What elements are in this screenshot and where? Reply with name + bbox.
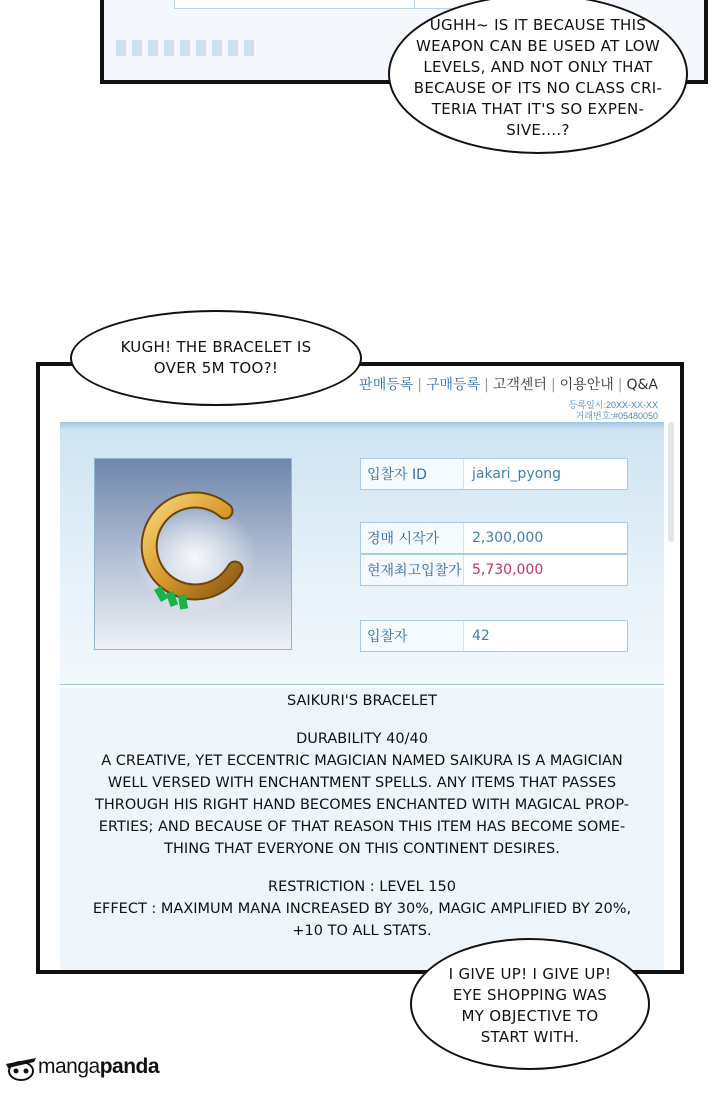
speech-bubble-top-text: UGHH~ IS IT BECAUSE THIS WEAPON CAN BE USED AT LOW LEVELS, AND NOT ONLY THAT BECAUSE OF ITS NO CLASS CRI- TERIA THAT IT'S SO EXPEN- SIVE....? — [413, 16, 663, 139]
trade-number: 거래번호:#05480050 — [575, 411, 658, 421]
bidders-field — [360, 620, 628, 652]
scrollbar[interactable] — [668, 422, 674, 542]
start-price-label: 경매 시작가 — [361, 523, 464, 553]
start-price-field — [360, 522, 628, 554]
speech-bubble-middle-text: KUGH! THE BRACELET IS OVER 5M TOO?! — [120, 338, 312, 377]
bidders-value: 42 — [472, 628, 490, 644]
item-effect: EFFECT : MAXIMUM MANA INCREASED BY 30%, MAGIC AMPLIFIED BY 20%, +10 TO ALL STATS. — [92, 901, 632, 939]
current-bid-value: 5,730,000 — [472, 562, 544, 578]
bracelet-icon — [95, 459, 291, 649]
current-bid-field — [360, 554, 628, 586]
start-price-value: 2,300,000 — [472, 530, 544, 546]
speech-bubble-top — [388, 0, 688, 154]
panda-mask-icon — [4, 1052, 38, 1082]
item-image[interactable] — [94, 458, 292, 650]
top-panel-box — [174, 0, 416, 9]
bidder-id-field — [360, 458, 628, 490]
current-bid-label: 현재최고입찰가 — [361, 555, 464, 585]
listing-area — [60, 422, 664, 685]
bidders-label: 입찰자 — [361, 621, 464, 651]
item-name: SAIKURI'S BRACELET — [286, 693, 438, 709]
auction-panel — [36, 362, 684, 974]
nav-sell-register[interactable]: 판매등록 — [359, 377, 414, 393]
registration-date: 등록일시:20XX-XX-XX — [568, 400, 658, 410]
nav-customer-center[interactable]: 고객센터 — [492, 377, 547, 393]
bidder-id-value: jakari_pyong — [472, 466, 562, 482]
top-panel-faded-text — [116, 40, 256, 56]
nav-usage-guide[interactable]: 이용안내 — [559, 377, 614, 393]
speech-bubble-middle — [70, 310, 362, 406]
listing-meta — [569, 400, 658, 422]
item-durability: DURABILITY 40/40 — [296, 731, 428, 747]
logo-manga-text: manga — [38, 1055, 100, 1078]
speech-bubble-bottom-text: I GIVE UP! I GIVE UP! EYE SHOPPING WAS MY OBJECTIVE TO START WITH. — [448, 965, 612, 1046]
item-description-panel — [60, 688, 664, 970]
nav-qna[interactable]: Q&A — [626, 377, 658, 393]
nav-buy-register[interactable]: 구매등록 — [426, 377, 481, 393]
bidder-id-label: 입찰자 ID — [361, 459, 464, 489]
speech-bubble-bottom — [410, 938, 650, 1070]
item-restriction: RESTRICTION : LEVEL 150 — [268, 879, 456, 895]
top-nav: 판매등록 | 구매등록 | 고객센터 | 이용안내 | Q&A — [359, 377, 658, 393]
item-description: A CREATIVE, YET ECCENTRIC MAGICIAN NAMED SAIKURA IS A MAGICIAN WELL VERSED WITH ENCHANTMENT SPELLS. ANY ITEMS THAT PASSES THROUGH HIS RIGHT HAND BECOMES ENCHANTED WITH MAGICAL PROP- ERTIES; AND BECAUSE OF THAT REASON THIS ITEM HAS BECOME SOME- THING THAT EVERYONE ON THIS CONTINENT DESIRES. — [94, 753, 630, 857]
mangapanda-logo — [4, 1050, 159, 1084]
logo-panda-text: panda — [99, 1055, 160, 1078]
